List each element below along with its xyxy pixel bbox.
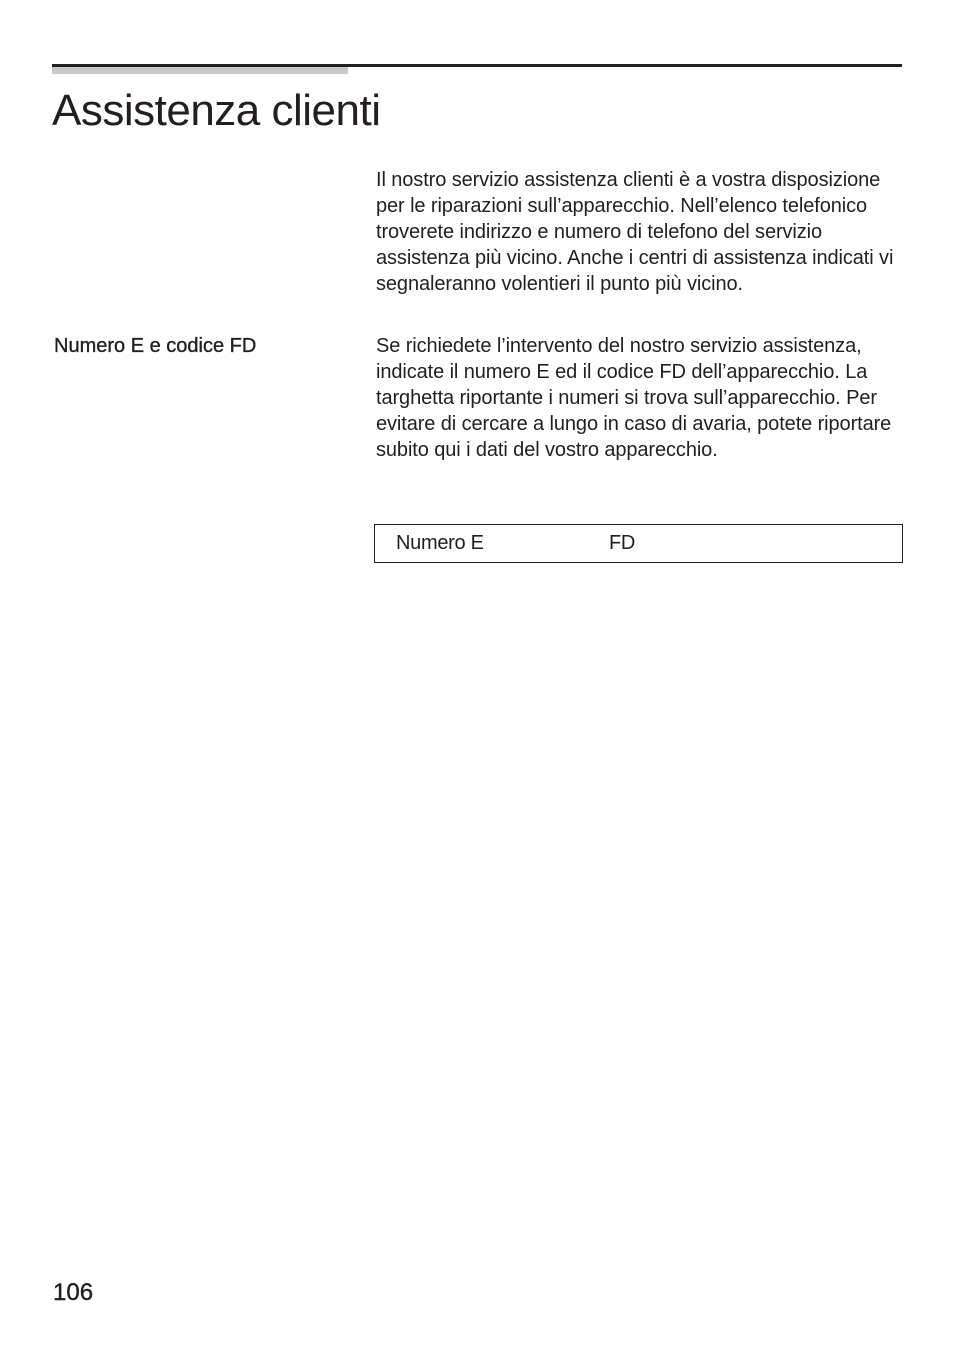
- fd-code-field-label: FD: [609, 532, 636, 554]
- page-number: 106: [53, 1279, 94, 1306]
- page-title: Assistenza clienti: [52, 86, 381, 135]
- section-label: Numero E e codice FD: [54, 335, 257, 357]
- intro-paragraph: Il nostro servizio assistenza clienti è a vostra disposizione per le riparazioni sull’apparecchio. Nell’elenco telefonico troverete indirizzo e numero di telefono del servizio assistenza più vicino. Anche i centri di assistenza indicati vi segnaleranno volentieri il punto più vicino.: [376, 169, 894, 295]
- e-number-field-label: Numero E: [396, 532, 484, 554]
- appliance-data-box: [374, 524, 903, 563]
- section-paragraph: Se richiedete l’intervento del nostro servizio assistenza, indicate il numero E ed il codice FD dell’apparecchio. La targhetta riportante i numeri si trova sull’apparecchio. Per evitare di cercare a lungo in caso di avaria, potete riportare subito qui i dati del vostro apparecchio.: [376, 335, 892, 461]
- header-accent-bar: [52, 67, 348, 74]
